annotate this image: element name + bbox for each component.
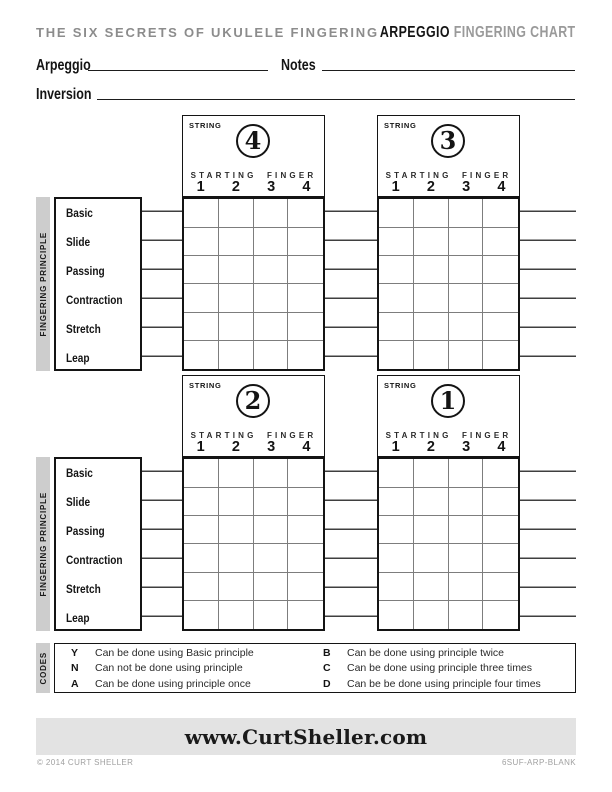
string-number-badge: 2: [236, 384, 270, 418]
principle-label-stretch: Stretch: [66, 322, 101, 336]
principle-label-passing: Passing: [66, 264, 105, 278]
grid-string-3: [377, 115, 520, 371]
code-row-n: N Can not be done using principle: [71, 662, 243, 674]
principle-label-passing: Passing: [66, 524, 105, 538]
principle-label-contraction: Contraction: [66, 553, 123, 567]
starting-finger-label: STARTING FINGER: [190, 171, 317, 180]
grid-section-strings-4-3: [0, 115, 612, 371]
fingering-grid: [377, 457, 520, 631]
grid-string-1: [377, 375, 520, 631]
fingering-grid: [377, 197, 520, 371]
grid-header: [377, 375, 520, 457]
leader-lines: [142, 197, 182, 371]
fingering-grid: [182, 457, 325, 631]
finger-numbers: 1 2 3 4: [196, 439, 311, 455]
string-number-badge: 4: [236, 124, 270, 158]
leader-lines: [325, 197, 377, 371]
grid-section-strings-2-1: [0, 375, 612, 631]
fingering-principle-strip: FINGERING PRINCIPLE: [36, 457, 50, 631]
starting-finger-label: STARTING FINGER: [385, 431, 512, 440]
string-number-badge: 3: [431, 124, 465, 158]
arpeggio-blank-line: [88, 58, 268, 71]
starting-finger-label: STARTING FINGER: [190, 431, 317, 440]
grid-header: [182, 115, 325, 197]
principle-label-basic: Basic: [66, 466, 93, 480]
grid-string-2: [182, 375, 325, 631]
inversion-blank-line: [97, 87, 575, 100]
website-banner: [36, 718, 576, 755]
principle-label-slide: Slide: [66, 495, 91, 509]
principle-label-basic: Basic: [66, 206, 93, 220]
notes-blank-line: [322, 58, 575, 71]
principle-label-leap: Leap: [66, 351, 90, 365]
copyright-text: © 2014 CURT SHELLER: [37, 758, 134, 767]
chart-title-primary: ARPEGGIO: [380, 24, 451, 41]
codes-column-right: [323, 647, 563, 690]
finger-numbers: 1 2 3 4: [196, 179, 311, 195]
finger-numbers: 1 2 3 4: [391, 179, 506, 195]
principle-label-leap: Leap: [66, 611, 90, 625]
codes-legend-box: [54, 643, 576, 693]
arpeggio-field-label: Arpeggio: [36, 57, 91, 74]
leader-lines: [520, 197, 576, 371]
codes-strip: CODES: [36, 643, 50, 693]
inversion-field-label: Inversion: [36, 86, 92, 103]
string-label: STRING: [384, 381, 417, 390]
leader-lines: [325, 457, 377, 631]
website-link[interactable]: www.CurtSheller.com: [184, 724, 428, 749]
code-row-d: D Can be be done using principle four times: [323, 677, 541, 690]
string-label: STRING: [189, 121, 222, 130]
principle-label-box: [54, 457, 142, 631]
string-label: STRING: [384, 121, 417, 130]
notes-field-label: Notes: [281, 57, 316, 74]
code-row-b: B Can be done using principle twice: [323, 646, 505, 659]
leader-lines: [520, 457, 576, 631]
starting-finger-label: STARTING FINGER: [385, 171, 512, 180]
principle-label-contraction: Contraction: [66, 293, 123, 307]
principle-label-slide: Slide: [66, 235, 91, 249]
finger-numbers: 1 2 3 4: [391, 439, 506, 455]
grid-string-4: [182, 115, 325, 371]
page-title: THE SIX SECRETS OF UKULELE FINGERING: [36, 25, 379, 40]
code-row-y: Y Can be done using Basic principle: [71, 646, 254, 659]
document-code: 6SUF-ARP-BLANK: [501, 758, 576, 767]
code-row-a: A Can be done using principle once: [71, 677, 251, 690]
chart-title: [380, 24, 576, 42]
principle-label-box: [54, 197, 142, 371]
fingering-principle-strip: FINGERING PRINCIPLE: [36, 197, 50, 371]
code-row-c: C Can be done using principle three times: [323, 662, 533, 674]
string-number-badge: 1: [431, 384, 465, 418]
grid-header: [182, 375, 325, 457]
leader-lines: [142, 457, 182, 631]
string-label: STRING: [189, 381, 222, 390]
grid-header: [377, 115, 520, 197]
fingering-grid: [182, 197, 325, 371]
principle-label-stretch: Stretch: [66, 582, 101, 596]
chart-title-secondary: FINGERING CHART: [454, 24, 576, 41]
codes-column-left: [71, 647, 323, 690]
